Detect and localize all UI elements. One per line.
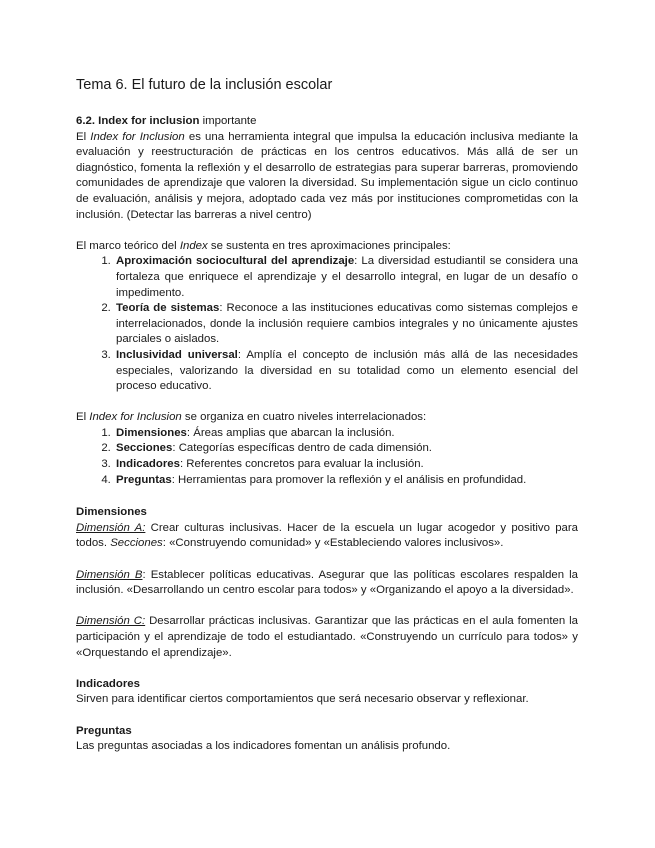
niveles-emphasis: Index for Inclusion — [89, 411, 182, 424]
marco-pre: El marco teórico del — [76, 239, 180, 252]
spacer — [76, 599, 578, 615]
spacer — [76, 223, 578, 239]
section-heading-title: 6.2. Index for inclusion — [76, 115, 200, 127]
niveles-intro — [76, 410, 578, 426]
dimension-a-label: Dimensión A: — [76, 521, 146, 534]
list-item-text: : Áreas amplias que abarcan la inclusión. — [186, 426, 395, 439]
document-page — [76, 76, 578, 755]
list-item — [114, 301, 578, 348]
dimension-c-label: Dimensión C: — [76, 615, 146, 628]
spacer — [76, 661, 578, 677]
spacer — [76, 708, 578, 724]
section-heading — [76, 114, 578, 130]
spacer — [76, 395, 578, 411]
list-item — [114, 441, 578, 457]
section-heading-note: importante — [199, 115, 257, 127]
dimension-b — [76, 568, 578, 599]
list-item — [114, 254, 578, 301]
spacer — [76, 488, 578, 505]
list-item-term: Secciones — [116, 442, 173, 455]
list-item-text: : Reconoce a las instituciones educativas como sistemas complejos e interrelacionados, donde la inclusión requiere cambios integrales y no únicamente ajustes parciales o aislados. — [116, 302, 578, 346]
intro-post: es una herramienta integral que impulsa la educación inclusiva mediante la evaluación y reestructuración de prácticas en los centros educativos. Más allá de ser un diagnóstico, fomenta la reflexión y el desarrollo de estrategias para superar barreras, promoviendo comunidades de aprendizaje que valoren la diversidad. Su implementación sigue un ciclo continuo de evaluación, análisis y mejora, adoptado cada vez más por instituciones comprometidas con la inclusión. (Detectar las barreras a nivel centro) — [76, 130, 578, 221]
preguntas-text: Las preguntas asociadas a los indicadores fomentan un análisis profundo. — [76, 740, 451, 753]
marco-post: se sustenta en tres aproximaciones principales: — [207, 239, 451, 252]
intro-pre: El — [76, 130, 91, 143]
list-item — [114, 457, 578, 473]
dimension-c — [76, 614, 578, 661]
indicadores-text: Sirven para identificar ciertos comportamientos que será necesario observar y reflexionar. — [76, 693, 529, 706]
niveles-list — [76, 426, 578, 488]
indicadores-heading: Indicadores — [76, 677, 140, 690]
list-item-term: Dimensiones — [116, 426, 187, 439]
list-item-text: : Herramientas para promover la reflexión y el análisis en profundidad. — [171, 473, 527, 486]
list-item-text: : Amplía el concepto de inclusión más allá de las necesidades especiales, valorizando la diversidad en su totalidad como un elemento esencial del proceso educativo. — [116, 348, 579, 393]
document-title: Tema 6. El futuro de la inclusión escolar — [76, 77, 333, 93]
list-item — [114, 473, 578, 489]
list-item-term: Aproximación sociocultural del aprendizaje — [116, 255, 355, 268]
list-item — [114, 426, 578, 442]
dimension-a-emphasis: Secciones — [110, 537, 163, 550]
dimensiones-heading: Dimensiones — [76, 506, 147, 519]
dimension-a — [76, 521, 578, 552]
spacer — [76, 552, 578, 568]
list-item-term: Inclusividad universal — [116, 348, 238, 361]
dimension-a-sections: : «Construyendo comunidad» y «Estableciendo valores inclusivos». — [162, 537, 504, 550]
dimension-c-text: Desarrollar prácticas inclusivas. Garantizar que las prácticas en el aula fomenten la participación y el aprendizaje de todo el estudiantado. «Construyendo un currículo para todos» y «Orquestando el aprendizaje». — [76, 615, 578, 659]
list-item-term: Teoría de sistemas — [116, 302, 220, 315]
intro-emphasis: Index for Inclusion — [90, 130, 185, 143]
niveles-pre: El — [76, 411, 90, 424]
list-item-term: Preguntas — [116, 473, 172, 486]
list-item-text: : La diversidad estudiantil se considera una fortaleza que enriquece el aprendizaje y el desarrollo integral, en lugar de un desafío o impedimento. — [116, 255, 578, 299]
marco-intro — [76, 239, 578, 255]
dimension-b-text: : Establecer políticas educativas. Asegurar que las políticas escolares respalden la inclusión. «Desarrollando un centro escolar para todos» y «Organizando el apoyo a la diversidad». — [76, 568, 578, 597]
list-item — [114, 348, 578, 395]
preguntas-heading: Preguntas — [76, 724, 132, 737]
niveles-post: se organiza en cuatro niveles interrelacionados: — [181, 411, 427, 424]
marco-emphasis: Index — [179, 239, 208, 252]
marco-list — [76, 254, 578, 394]
section-intro — [76, 130, 578, 224]
dimension-a-text: Crear culturas inclusivas. Hacer de la escuela un lugar acogedor y positivo para todos. — [76, 521, 578, 550]
list-item-text: : Categorías específicas dentro de cada dimensión. — [172, 442, 432, 455]
list-item-term: Indicadores — [116, 458, 180, 471]
dimension-b-label: Dimensión B — [76, 568, 143, 581]
list-item-text: : Referentes concretos para evaluar la inclusión. — [179, 458, 424, 471]
